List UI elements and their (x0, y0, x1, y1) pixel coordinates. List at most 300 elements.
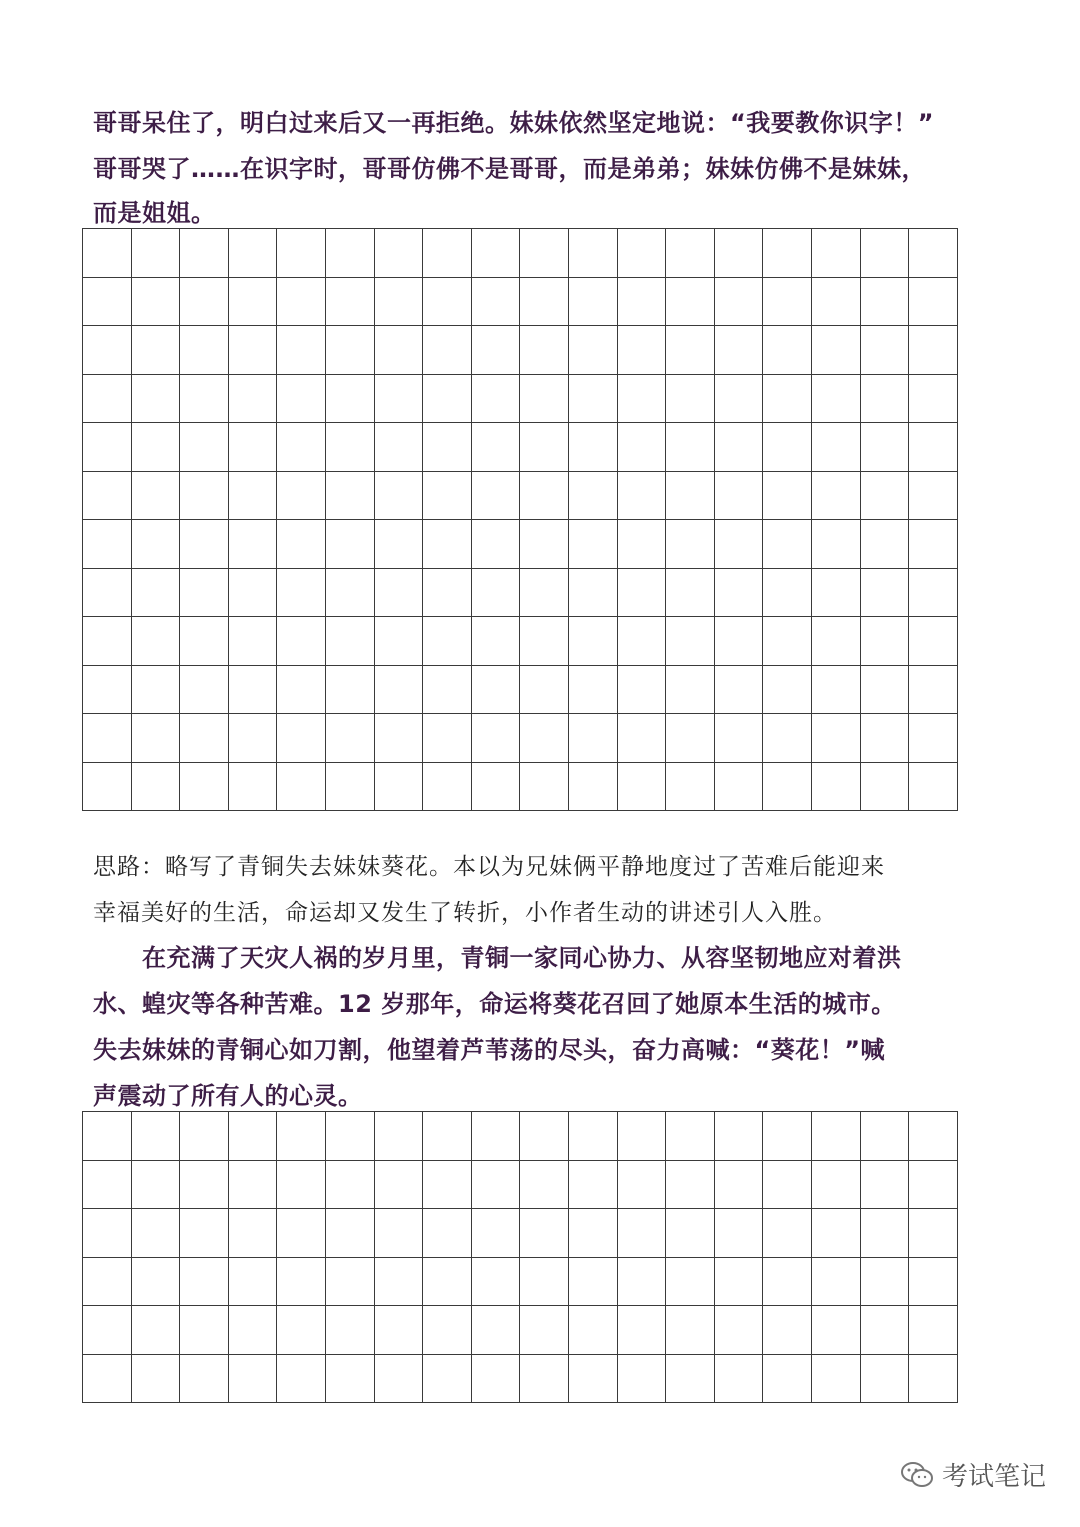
grid-cell (666, 277, 715, 326)
grid-cell (763, 617, 812, 666)
grid-cell (131, 423, 180, 472)
paragraph-1-line: 而是姐姐。 (93, 199, 216, 227)
grid-cell (374, 520, 423, 569)
grid-cell (617, 326, 666, 375)
grid-cell (325, 714, 374, 763)
grid-row (83, 374, 958, 423)
paragraph-2-line: 失去妹妹的青铜心如刀割，他望着芦苇荡的尽头，奋力高喊：“葵花！”喊 (93, 1036, 886, 1064)
grid-cell (374, 229, 423, 278)
grid-cell (423, 374, 472, 423)
grid-cell (228, 1160, 277, 1209)
grid-cell (811, 423, 860, 472)
grid-cell (374, 1160, 423, 1209)
grid-cell (228, 1306, 277, 1355)
grid-cell (666, 1112, 715, 1161)
grid-cell (228, 762, 277, 811)
grid-cell (277, 762, 326, 811)
grid-cell (180, 1354, 229, 1403)
grid-row (83, 1257, 958, 1306)
grid-cell (666, 714, 715, 763)
grid-cell (374, 277, 423, 326)
grid-cell (568, 1257, 617, 1306)
grid-cell (277, 1354, 326, 1403)
grid-cell (763, 1306, 812, 1355)
grid-cell (909, 665, 958, 714)
paragraph-2-line: 声震动了所有人的心灵。 (93, 1082, 363, 1110)
grid-cell (666, 617, 715, 666)
grid-cell (811, 1257, 860, 1306)
grid-row (83, 229, 958, 278)
grid-cell (520, 762, 569, 811)
grid-cell (520, 1306, 569, 1355)
grid-cell (423, 277, 472, 326)
paragraph-1-line: 哥哥哭了……在识字时，哥哥仿佛不是哥哥，而是弟弟；妹妹仿佛不是妹妹， (93, 155, 926, 183)
grid-cell (617, 1306, 666, 1355)
grid-cell (471, 1354, 520, 1403)
grid-cell (520, 277, 569, 326)
grid-cell (763, 1209, 812, 1258)
grid-cell (423, 714, 472, 763)
grid-cell (228, 229, 277, 278)
grid-cell (909, 277, 958, 326)
grid-cell (423, 1354, 472, 1403)
grid-cell (811, 374, 860, 423)
grid-cell (471, 1160, 520, 1209)
grid-cell (666, 229, 715, 278)
grid-cell (568, 229, 617, 278)
grid-cell (471, 229, 520, 278)
grid-cell (277, 374, 326, 423)
grid-cell (180, 1209, 229, 1258)
grid-cell (860, 1112, 909, 1161)
grid-cell (374, 617, 423, 666)
grid-cell (83, 762, 132, 811)
grid-cell (617, 423, 666, 472)
grid-cell (714, 326, 763, 375)
grid-cell (471, 277, 520, 326)
grid-cell (666, 568, 715, 617)
grid-cell (228, 423, 277, 472)
grid-cell (909, 1306, 958, 1355)
grid-cell (811, 326, 860, 375)
grid-cell (520, 1209, 569, 1258)
grid-cell (131, 1306, 180, 1355)
grid-cell (83, 1354, 132, 1403)
grid-cell (277, 665, 326, 714)
grid-cell (423, 1112, 472, 1161)
grid-cell (520, 326, 569, 375)
grid-cell (568, 423, 617, 472)
grid-cell (325, 374, 374, 423)
grid-cell (131, 374, 180, 423)
grid-cell (423, 1160, 472, 1209)
grid-cell (325, 568, 374, 617)
grid-cell (325, 326, 374, 375)
grid-cell (423, 423, 472, 472)
grid-cell (83, 1257, 132, 1306)
grid-cell (909, 568, 958, 617)
grid-cell (714, 1112, 763, 1161)
writing-grid-1 (82, 228, 958, 811)
grid-cell (811, 229, 860, 278)
grid-cell (277, 1209, 326, 1258)
paragraph-1-line: 哥哥呆住了，明白过来后又一再拒绝。妹妹依然坚定地说：“我要教你识字！” (93, 109, 935, 137)
grid-cell (277, 1160, 326, 1209)
grid-cell (763, 277, 812, 326)
grid-cell (131, 714, 180, 763)
grid-cell (763, 471, 812, 520)
grid-cell (277, 423, 326, 472)
grid-cell (666, 374, 715, 423)
grid-cell (180, 520, 229, 569)
grid-cell (763, 229, 812, 278)
grid-cell (423, 229, 472, 278)
grid-cell (860, 229, 909, 278)
grid-cell (471, 1306, 520, 1355)
grid-cell (228, 714, 277, 763)
grid-cell (180, 665, 229, 714)
grid-cell (471, 762, 520, 811)
grid-cell (325, 1354, 374, 1403)
grid-cell (763, 568, 812, 617)
grid-cell (811, 568, 860, 617)
grid-cell (860, 665, 909, 714)
grid-cell (666, 1306, 715, 1355)
grid-cell (180, 762, 229, 811)
grid-row (83, 568, 958, 617)
grid-cell (277, 714, 326, 763)
grid-row (83, 762, 958, 811)
grid-cell (471, 1112, 520, 1161)
grid-cell (131, 1257, 180, 1306)
grid-cell (714, 229, 763, 278)
grid-cell (423, 520, 472, 569)
grid-cell (228, 374, 277, 423)
grid-cell (131, 1112, 180, 1161)
grid-cell (763, 1257, 812, 1306)
grid-cell (471, 423, 520, 472)
grid-row (83, 1112, 958, 1161)
grid-cell (714, 665, 763, 714)
grid-cell (617, 1354, 666, 1403)
grid-cell (471, 1257, 520, 1306)
grid-cell (666, 1209, 715, 1258)
grid-cell (568, 374, 617, 423)
grid-cell (860, 1257, 909, 1306)
grid-cell (617, 1160, 666, 1209)
grid-cell (471, 471, 520, 520)
grid-row (83, 1160, 958, 1209)
grid-cell (83, 423, 132, 472)
note-line: 幸福美好的生活，命运却又发生了转折，小作者生动的讲述引人入胜。 (93, 900, 837, 926)
grid-cell (909, 762, 958, 811)
grid-cell (228, 520, 277, 569)
grid-cell (325, 617, 374, 666)
grid-cell (325, 471, 374, 520)
grid-cell (131, 229, 180, 278)
grid-cell (423, 1257, 472, 1306)
grid-cell (374, 423, 423, 472)
grid-cell (277, 520, 326, 569)
grid-cell (909, 1354, 958, 1403)
grid-cell (471, 617, 520, 666)
grid-cell (277, 1257, 326, 1306)
grid-cell (860, 762, 909, 811)
grid-cell (568, 762, 617, 811)
grid-cell (520, 665, 569, 714)
grid-cell (325, 665, 374, 714)
grid-cell (860, 568, 909, 617)
grid-cell (180, 229, 229, 278)
grid-cell (568, 665, 617, 714)
grid-cell (568, 568, 617, 617)
grid-cell (374, 1306, 423, 1355)
paragraph-2-line: 水、蝗灾等各种苦难。12 岁那年，命运将葵花召回了她原本生活的城市。 (93, 990, 896, 1018)
grid-cell (180, 326, 229, 375)
grid-cell (325, 277, 374, 326)
grid-cell (617, 1112, 666, 1161)
grid-cell (228, 617, 277, 666)
grid-cell (83, 277, 132, 326)
grid-cell (131, 1160, 180, 1209)
grid-cell (83, 1209, 132, 1258)
grid-cell (811, 1112, 860, 1161)
grid-cell (666, 471, 715, 520)
grid-cell (520, 520, 569, 569)
grid-cell (666, 762, 715, 811)
grid-cell (568, 1160, 617, 1209)
grid-cell (83, 520, 132, 569)
grid-cell (520, 568, 569, 617)
grid-row (83, 520, 958, 569)
grid-cell (763, 1160, 812, 1209)
grid-cell (277, 1306, 326, 1355)
grid-cell (277, 229, 326, 278)
grid-cell (666, 1354, 715, 1403)
grid-cell (228, 1257, 277, 1306)
grid-cell (471, 714, 520, 763)
grid-cell (131, 277, 180, 326)
grid-cell (520, 714, 569, 763)
grid-cell (520, 374, 569, 423)
grid-cell (83, 471, 132, 520)
grid-cell (714, 1354, 763, 1403)
grid-cell (228, 1209, 277, 1258)
grid-cell (811, 1306, 860, 1355)
grid-cell (714, 1209, 763, 1258)
grid-cell (763, 1112, 812, 1161)
grid-cell (909, 423, 958, 472)
grid-cell (325, 1257, 374, 1306)
grid-cell (374, 374, 423, 423)
grid-cell (471, 568, 520, 617)
grid-cell (860, 374, 909, 423)
grid-cell (763, 1354, 812, 1403)
grid-cell (860, 520, 909, 569)
grid-cell (714, 374, 763, 423)
grid-cell (811, 277, 860, 326)
grid-cell (423, 471, 472, 520)
grid-cell (666, 1160, 715, 1209)
grid-cell (568, 1112, 617, 1161)
grid-cell (131, 1209, 180, 1258)
grid-cell (228, 471, 277, 520)
grid-cell (180, 277, 229, 326)
grid-cell (617, 520, 666, 569)
grid-cell (325, 520, 374, 569)
grid-cell (714, 471, 763, 520)
grid-cell (763, 762, 812, 811)
grid-cell (228, 326, 277, 375)
grid-cell (763, 326, 812, 375)
grid-cell (860, 471, 909, 520)
grid-cell (909, 1209, 958, 1258)
watermark (900, 1456, 1046, 1493)
grid-cell (180, 471, 229, 520)
grid-cell (811, 1354, 860, 1403)
grid-cell (860, 617, 909, 666)
grid-cell (909, 229, 958, 278)
grid-cell (374, 1257, 423, 1306)
grid-cell (83, 617, 132, 666)
grid-cell (860, 1160, 909, 1209)
grid-cell (131, 568, 180, 617)
grid-cell (325, 1160, 374, 1209)
grid-cell (714, 568, 763, 617)
grid-cell (860, 1209, 909, 1258)
grid-cell (763, 714, 812, 763)
grid-cell (520, 1257, 569, 1306)
grid-row (83, 714, 958, 763)
grid-cell (423, 1209, 472, 1258)
grid-row (83, 423, 958, 472)
grid-cell (131, 1354, 180, 1403)
grid-cell (714, 762, 763, 811)
grid-cell (228, 277, 277, 326)
grid-cell (811, 1209, 860, 1258)
grid-cell (617, 617, 666, 666)
grid-cell (811, 1160, 860, 1209)
grid-cell (277, 326, 326, 375)
grid-cell (714, 617, 763, 666)
grid-cell (763, 665, 812, 714)
grid-cell (325, 423, 374, 472)
grid-cell (909, 1160, 958, 1209)
grid-cell (811, 665, 860, 714)
grid-cell (374, 1209, 423, 1258)
grid-cell (568, 714, 617, 763)
grid-cell (909, 617, 958, 666)
paragraph-2-line: 在充满了天灾人祸的岁月里，青铜一家同心协力、从容坚韧地应对着洪 (93, 944, 902, 972)
grid-cell (568, 326, 617, 375)
grid-cell (277, 617, 326, 666)
grid-cell (180, 1257, 229, 1306)
grid-cell (763, 423, 812, 472)
grid-cell (860, 423, 909, 472)
grid-cell (83, 1306, 132, 1355)
grid-cell (811, 714, 860, 763)
grid-cell (180, 374, 229, 423)
grid-cell (471, 1209, 520, 1258)
grid-row (83, 665, 958, 714)
grid-cell (374, 714, 423, 763)
grid-cell (909, 1257, 958, 1306)
grid-cell (520, 1112, 569, 1161)
grid-cell (811, 762, 860, 811)
grid-cell (180, 568, 229, 617)
grid-cell (617, 568, 666, 617)
grid-cell (666, 326, 715, 375)
grid-cell (374, 326, 423, 375)
grid-cell (666, 423, 715, 472)
grid-cell (374, 568, 423, 617)
grid-cell (666, 665, 715, 714)
grid-cell (180, 1160, 229, 1209)
grid-cell (568, 617, 617, 666)
grid-cell (811, 617, 860, 666)
grid-cell (617, 665, 666, 714)
writing-grid-2 (82, 1111, 958, 1403)
grid-cell (471, 374, 520, 423)
grid-cell (180, 714, 229, 763)
grid-cell (860, 1354, 909, 1403)
grid-cell (423, 617, 472, 666)
note-line: 思路：略写了青铜失去妹妹葵花。本以为兄妹俩平静地度过了苦难后能迎来 (93, 854, 885, 880)
grid-cell (617, 471, 666, 520)
grid-cell (617, 714, 666, 763)
grid-cell (374, 471, 423, 520)
grid-cell (374, 1112, 423, 1161)
grid-cell (568, 1354, 617, 1403)
grid-cell (423, 1306, 472, 1355)
grid-row (83, 1306, 958, 1355)
grid-cell (811, 471, 860, 520)
grid-cell (180, 1306, 229, 1355)
grid-cell (83, 374, 132, 423)
grid-cell (714, 423, 763, 472)
grid-cell (131, 471, 180, 520)
grid-cell (277, 568, 326, 617)
grid-cell (909, 714, 958, 763)
grid-cell (423, 326, 472, 375)
grid-cell (568, 277, 617, 326)
grid-cell (860, 326, 909, 375)
grid-cell (277, 1112, 326, 1161)
grid-cell (568, 1306, 617, 1355)
grid-row (83, 1209, 958, 1258)
grid-cell (277, 471, 326, 520)
grid-cell (325, 1112, 374, 1161)
wechat-icon (900, 1460, 934, 1490)
grid-row (83, 277, 958, 326)
grid-cell (83, 665, 132, 714)
grid-cell (228, 665, 277, 714)
grid-cell (520, 471, 569, 520)
grid-cell (860, 277, 909, 326)
grid-cell (617, 374, 666, 423)
grid-cell (860, 714, 909, 763)
grid-cell (666, 1257, 715, 1306)
grid-cell (568, 520, 617, 569)
grid-cell (909, 1112, 958, 1161)
grid-cell (83, 714, 132, 763)
grid-cell (471, 665, 520, 714)
grid-row (83, 471, 958, 520)
grid-cell (228, 568, 277, 617)
watermark-text: 考试笔记 (941, 1462, 1046, 1492)
grid-cell (180, 1112, 229, 1161)
grid-cell (860, 1306, 909, 1355)
